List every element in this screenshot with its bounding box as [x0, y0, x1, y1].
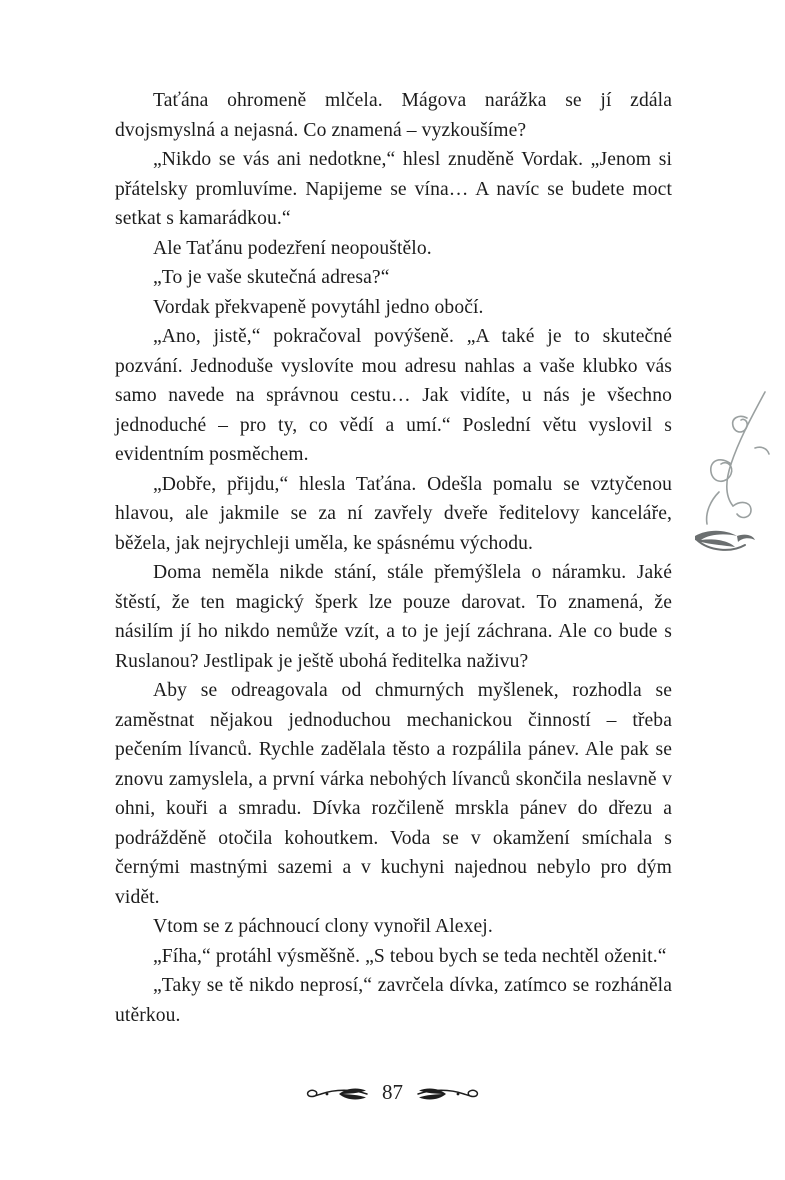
footer-flourish-right-icon	[416, 1085, 480, 1103]
page-number: 87	[382, 1080, 403, 1104]
paragraph: „Nikdo se vás ani nedotkne,“ hlesl znuděně Vordak. „Jenom si přátelsky promluvíme. Napijeme se vína… A navíc se budete moct setkat s kamarádkou.“	[115, 149, 672, 229]
body-text	[115, 86, 672, 1030]
paragraph: Ale Taťánu podezření neopouštělo.	[153, 237, 432, 259]
paragraph: „Dobře, přijdu,“ hlesla Taťána. Odešla pomalu se vztyčenou hlavou, ale jakmile se za ní zavřely dveře ředitelovy kanceláře, běžela, jak nejrychleji uměla, ke spásnému východu.	[115, 473, 672, 554]
paragraph: „To je vaše skutečná adresa?“	[153, 267, 390, 288]
footer-flourish-left-icon	[305, 1085, 369, 1103]
paragraph: Doma neměla nikde stání, stále přemýšlela o náramku. Jaké štěstí, že ten magický šperk lze pouze darovat. To znamená, že násilím jí ho nikdo nemůže vzít, a to je její záchrana. Ale co bude s Ruslanou? Jestlipak je ještě ubohá ředitelka naživu?	[115, 562, 672, 672]
paragraph: „Taky se tě nikdo neprosí,“ zavrčela dívka, zatímco se rozháněla utěrkou.	[115, 975, 672, 1026]
paragraph: Taťána ohromeně mlčela. Mágova narážka se jí zdála dvojsmyslná a nejasná. Co znamená – vyzkoušíme?	[115, 90, 672, 141]
paragraph: „Fíha,“ protáhl výsměšně. „S tebou bych se teda nechtěl oženit.“	[153, 945, 667, 967]
paragraph: „Ano, jistě,“ pokračoval povýšeně. „A také je to skutečné pozvání. Jednoduše vyslovíte mou adresu nahlas a vaše klubko vás samo navede na správnou cestu… Jak vidíte, u nás je všechno jednoduché – pro ty, co vědí a umí.“ Poslední větu vyslovil s evidentním posměchem.	[115, 326, 672, 465]
paragraph: Aby se odreagovala od chmurných myšlenek, rozhodla se zaměstnat nějakou jednoduchou mechanickou činností – třeba pečením lívanců. Rychle zadělala těsto a rozpálila pánev. Ale pak se znovu zamyslela, a první várka nebohých lívanců skončila neslavně v ohni, kouři a smradu. Dívka rozčileně mrskla pánev do dřezu a podrážděně otočila kohoutkem. Voda se v okamžení smíchala s černými mastnými sazemi a v kuchyni najednou nebylo pro dým vidět.	[115, 680, 672, 908]
page-footer	[0, 1082, 785, 1105]
paragraph: Vordak překvapeně povytáhl jedno obočí.	[153, 296, 484, 318]
margin-floral-ornament-icon	[689, 388, 771, 563]
paragraph: Vtom se z páchnoucí clony vynořil Alexej.	[153, 916, 493, 937]
